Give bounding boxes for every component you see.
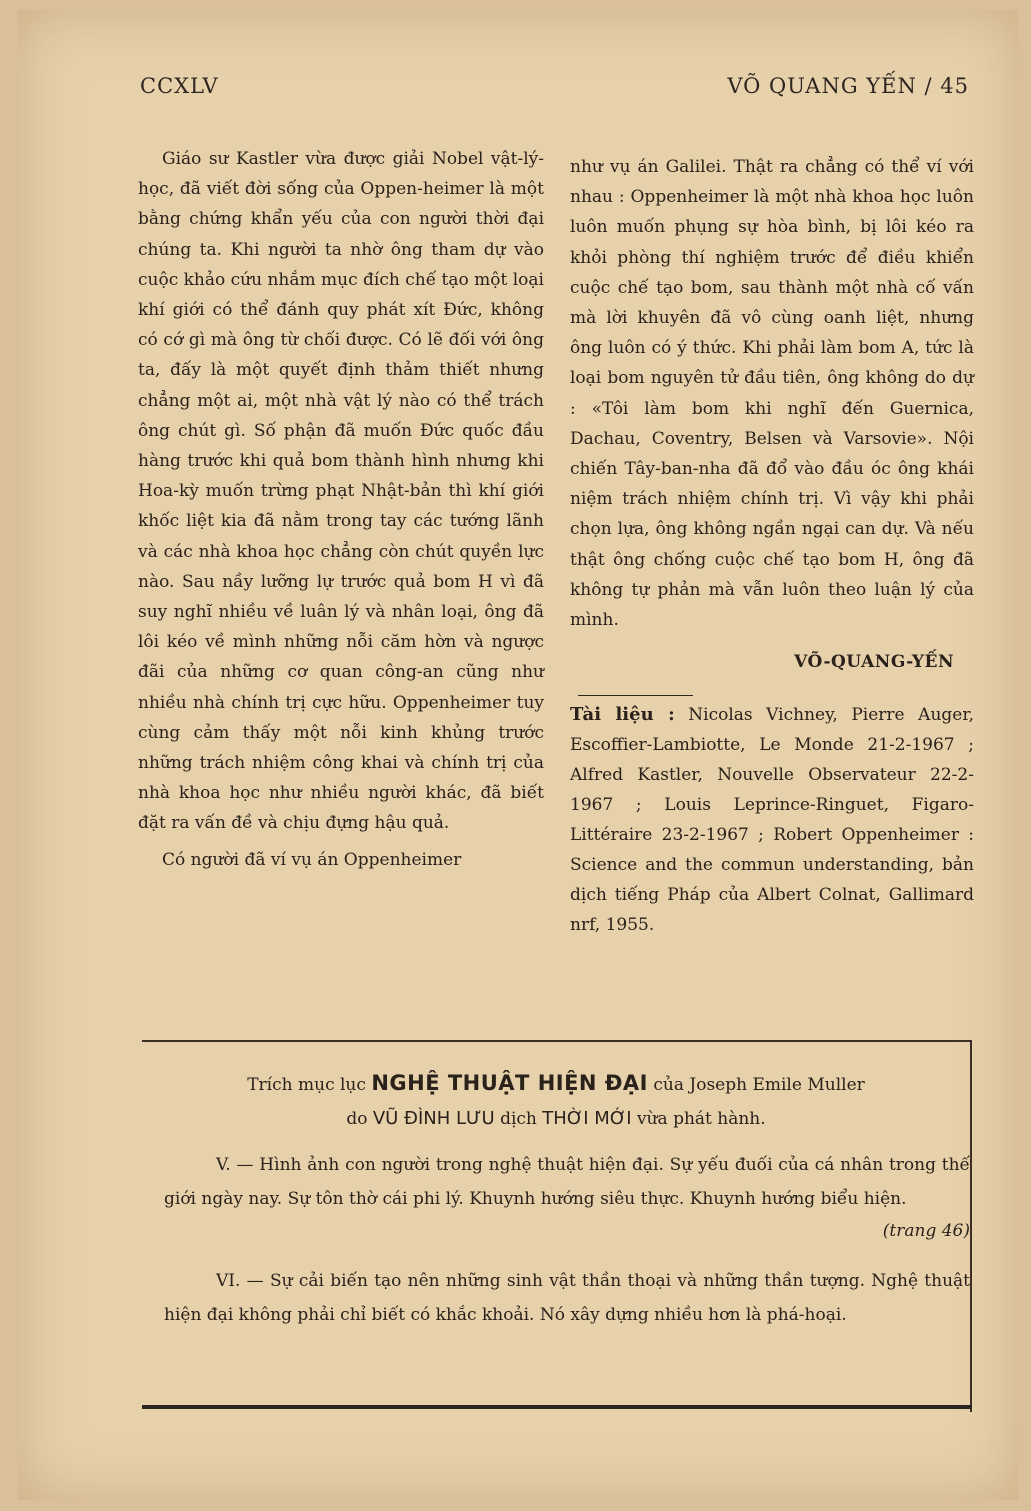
toc-entry-text: VI. — Sự cải biến tạo nên những sinh vật thần thoại và những thần tượng. Nghệ thuật hiện đại không phải chỉ biết có khắc khoải. Nó xây dựng nhiều hơn là phá-hoại. bbox=[164, 1271, 970, 1325]
toc-entry-text: V. — Hình ảnh con người trong nghệ thuật hiện đại. Sự yếu đuối của cá nhân trong thế giới ngày nay. Sự tôn thờ cái phi lý. Khuynh hướng siêu thực. Khuynh hướng biểu hiện. bbox=[164, 1155, 970, 1209]
references bbox=[570, 700, 974, 940]
book-title: NGHỆ THUẬT HIỆN ĐẠI bbox=[371, 1071, 648, 1095]
references-label: Tài liệu : bbox=[570, 704, 675, 726]
toc-entry bbox=[164, 1148, 970, 1248]
references-text: Nicolas Vichney, Pierre Auger, Escoffier-Lambiotte, Le Monde 21-2-1967 ; Alfred Kastler, Nouvelle Observateur 22-2-1967 ; Louis Leprince-Ringuet, Figaro-Littéraire 23-2-1967 ; Robert Oppenheimer : Science and the commun understanding, bản dịch tiếng Pháp của Albert Colnat, Gallimard nrf, 1955. bbox=[570, 705, 974, 936]
toc-entry bbox=[164, 1264, 970, 1332]
section-number: CCXLV bbox=[140, 74, 219, 98]
box-bottom-rule bbox=[142, 1405, 972, 1409]
article-paragraph: như vụ án Galilei. Thật ra chẳng có thể ví với nhau : Oppenheimer là một nhà khoa học luôn luôn muốn phụng sự hòa bình, bị lôi kéo ra khỏi phòng thí nghiệm trước để điều khiển cuộc chế tạo bom, sau thành một nhà cố vấn mà lời khuyên đã vô cùng oanh liệt, nhưng ông luôn có ý thức. Khi phải làm bom A, tức là loại bom nguyên tử đầu tiên, ông không do dự : «Tôi làm bom khi nghĩ đến Guernica, Dachau, Coventry, Belsen và Varsovie». Nội chiến Tây-ban-nha đã đổ vào đầu óc ông khái niệm trách nhiệm chính trị. Vì vậy khi phải chọn lựa, ông không ngần ngại can dự. Và nếu thật ông chống cuộc chế tạo bom H, ông đã không tự phản mà vẫn luôn theo luận lý của mình. bbox=[570, 157, 974, 631]
toc-page-ref: (trang 46) bbox=[882, 1221, 970, 1241]
excerpt-intro bbox=[142, 1066, 970, 1136]
article-paragraph: Giáo sư Kastler vừa được giải Nobel vật-lý-học, đã viết đời sống của Oppen-heimer là một bằng chứng khẩn yếu của con người thời đại chúng ta. Khi người ta nhờ ông tham dự vào cuộc khảo cứu nhắm mục đích chế tạo một loại khí giới có thể đánh quy phát xít Đức, không có cớ gì mà ông từ chối được. Có lẽ đối với ông ta, đấy là một quyết định thảm thiết nhưng chẳng một ai, một nhà vật lý nào có thể trách ông chút gì. Số phận đã muốn Đức quốc đầu hàng trước khi quả bom thành hình nhưng khi Hoa-kỳ muốn trừng phạt Nhật-bản thì khí giới khốc liệt kia đã nằm trong tay các tướng lãnh và các nhà khoa học chẳng còn chút quyền lực nào. Sau nầy lưỡng lự trước quả bom H vì đã suy nghĩ nhiều về luân lý và nhân loại, ông đã lôi kéo về mình những nỗi căm hờn và ngược đãi của những cơ quan công-an cũng như nhiều nhà chính trị cực hữu. Oppenheimer tuy cùng cảm thấy một nỗi kinh khủng trước những trách nhiệm công khai và chính trị của nhà khoa học như nhiều người khác, đã biết đặt ra vấn đề và chịu đựng hậu quả. bbox=[138, 149, 544, 834]
article-column-right bbox=[570, 152, 974, 940]
running-header bbox=[140, 74, 969, 104]
intro-text: do bbox=[346, 1109, 368, 1129]
book-excerpt-box bbox=[142, 1040, 972, 1412]
article-paragraph: Có người đã ví vụ án Oppenheimer bbox=[162, 849, 462, 870]
intro-text: Trích mục lục bbox=[247, 1075, 366, 1095]
intro-text: vừa phát hành. bbox=[636, 1109, 766, 1129]
running-title: VÕ QUANG YẾN / 45 bbox=[727, 74, 969, 98]
translator-name: VŨ ĐÌNH LƯU bbox=[372, 1108, 495, 1129]
publisher-name: THỜI MỚI bbox=[542, 1108, 632, 1129]
intro-text: của Joseph Emile Muller bbox=[653, 1075, 865, 1095]
article-column-left bbox=[138, 144, 544, 875]
intro-text: dịch bbox=[500, 1109, 537, 1129]
article-author: VÕ-QUANG-YẾN bbox=[794, 652, 954, 673]
references-divider bbox=[578, 695, 693, 696]
